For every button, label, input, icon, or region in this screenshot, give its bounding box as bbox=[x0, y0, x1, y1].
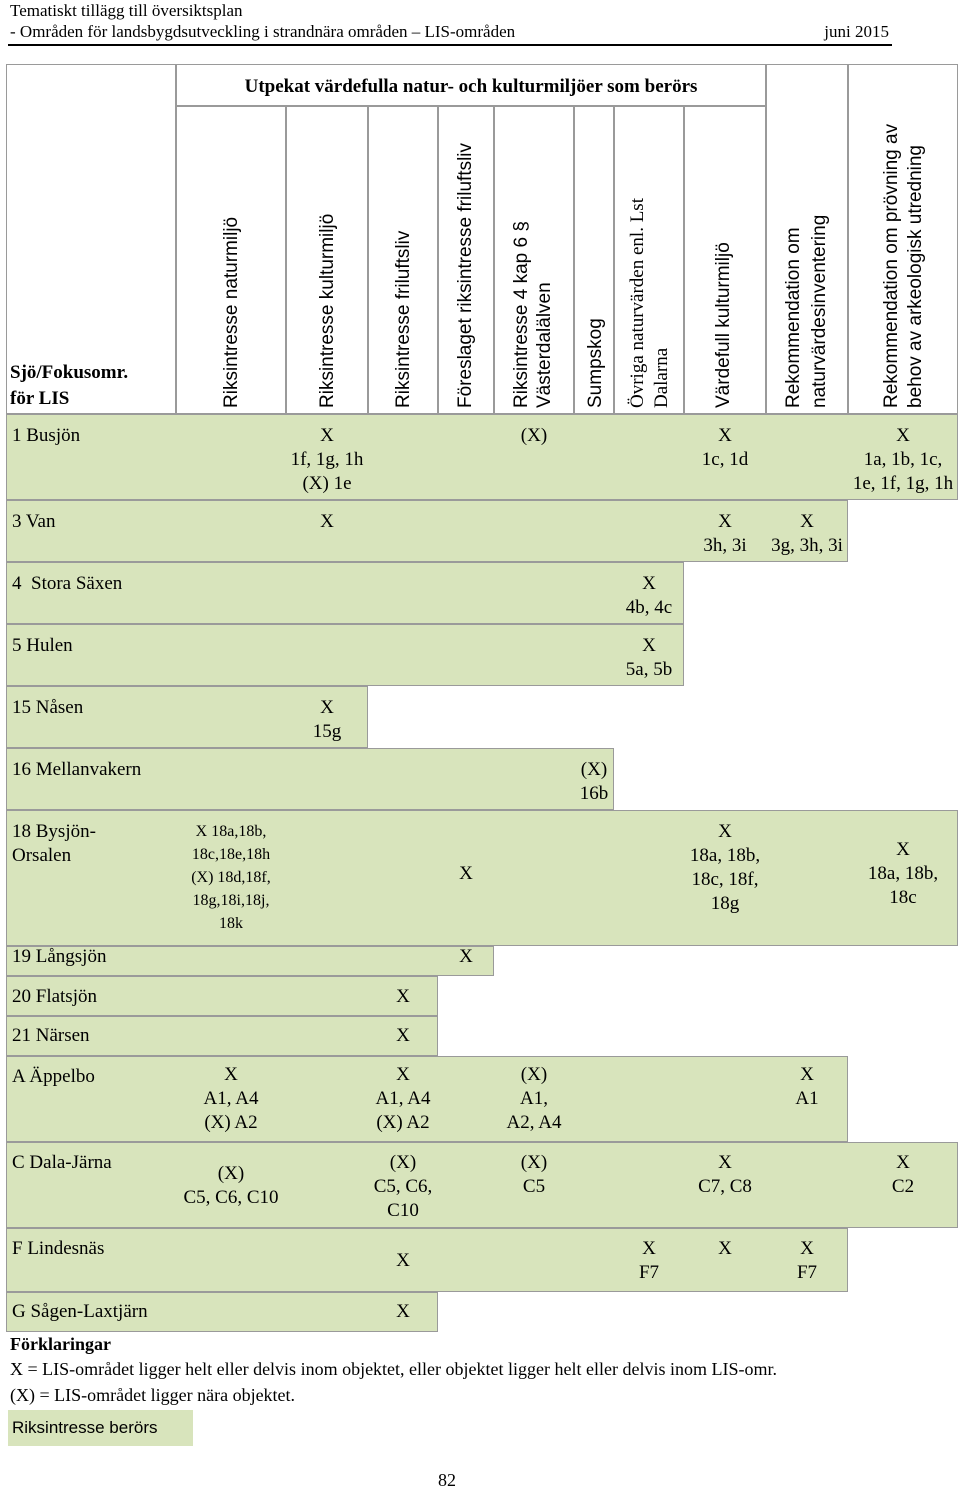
cell-value bbox=[614, 1237, 684, 1285]
row-name: 1 Busjön bbox=[12, 425, 81, 446]
cell-value bbox=[368, 985, 438, 1009]
column-header-text: Rekommendation om bbox=[783, 227, 804, 408]
cell-line: 18c,18e,18h bbox=[191, 846, 271, 863]
cell-value bbox=[684, 1237, 766, 1261]
corner-label-line1: Sjö/Fokusomr. bbox=[10, 362, 129, 383]
cell-line: C5 bbox=[522, 1176, 546, 1197]
header-cell-7 bbox=[614, 106, 684, 414]
cell-line: 15g bbox=[312, 721, 342, 742]
cell-line: 1f, 1g, 1h bbox=[290, 449, 364, 470]
row-name-line: 18 Bysjön- bbox=[12, 821, 96, 842]
cell-value bbox=[848, 1151, 958, 1199]
cell-value bbox=[438, 945, 494, 969]
cell-line: X bbox=[718, 511, 732, 532]
cell-value bbox=[766, 510, 848, 558]
column-header-text: Västerdalälven bbox=[534, 282, 555, 408]
row-name: C Dala-Järna bbox=[12, 1152, 112, 1173]
cell-line: (X) 1e bbox=[302, 473, 352, 494]
column-header-text: behov av arkeologisk utredning bbox=[905, 144, 926, 408]
cell-line: F7 bbox=[796, 1262, 818, 1283]
cell-line: X bbox=[800, 1238, 814, 1259]
cell-line: 18a, 18b, bbox=[867, 863, 939, 884]
cell-value bbox=[614, 572, 684, 620]
cell-value bbox=[684, 424, 766, 472]
cell-line: X bbox=[718, 821, 732, 842]
cell-line: 16b bbox=[579, 783, 609, 804]
table-title: Utpekat värdefulla natur- och kulturmiljöer som berörs bbox=[244, 76, 698, 97]
cell-value bbox=[684, 510, 766, 558]
cell-line: X bbox=[396, 1025, 410, 1046]
cell-line: X bbox=[718, 425, 732, 446]
row-name: 4 Stora Säxen bbox=[12, 573, 123, 594]
cell-line: A1, bbox=[520, 1088, 548, 1109]
cell-value bbox=[358, 1151, 448, 1223]
header-cell-10 bbox=[848, 64, 958, 414]
cell-value bbox=[368, 1024, 438, 1048]
cell-value bbox=[684, 1151, 766, 1199]
row-name bbox=[12, 820, 96, 868]
cell-line: (X) bbox=[580, 759, 608, 780]
cell-value bbox=[286, 510, 368, 534]
cell-line: C10 bbox=[387, 1200, 419, 1221]
cell-line: X bbox=[718, 1152, 732, 1173]
corner-label bbox=[10, 360, 128, 412]
cell-line: C5, C6, bbox=[373, 1176, 433, 1197]
row-name: G Sågen-Laxtjärn bbox=[12, 1301, 148, 1322]
cell-line: (X) bbox=[520, 1152, 548, 1173]
row-name: 16 Mellanvakern bbox=[12, 759, 142, 780]
cell-line: X bbox=[459, 863, 473, 884]
cell-line: 4b, 4c bbox=[625, 597, 673, 618]
cell-line: X bbox=[800, 511, 814, 532]
cell-line: 3g, 3h, 3i bbox=[771, 535, 843, 556]
cell-line: X bbox=[896, 1152, 910, 1173]
cell-line: X bbox=[320, 697, 334, 718]
page-number: 82 bbox=[438, 1470, 456, 1490]
cell-value bbox=[176, 1063, 286, 1135]
row-name: 3 Van bbox=[12, 511, 56, 532]
cell-value bbox=[848, 838, 958, 910]
legend-x-definition: X = LIS-området ligger helt eller delvis inom objektet, eller objektet ligger helt eller delvis inom LIS-omr. bbox=[10, 1359, 777, 1379]
legend-color-box: Riksintresse berörs bbox=[8, 1410, 193, 1446]
row-name: 20 Flatsjön bbox=[12, 986, 97, 1007]
cell-line: 18c bbox=[889, 887, 917, 908]
cell-line: A1 bbox=[795, 1088, 819, 1109]
cell-value bbox=[494, 1151, 574, 1199]
cell-line: (X) A2 bbox=[204, 1112, 258, 1133]
column-header-text: naturvärdesinventering bbox=[809, 214, 830, 408]
row-name: 5 Hulen bbox=[12, 635, 73, 656]
cell-line: F7 bbox=[638, 1262, 660, 1283]
row-name: 19 Långsjön bbox=[12, 946, 107, 967]
header-rule bbox=[8, 44, 892, 46]
table-row bbox=[6, 624, 684, 686]
column-header-text: Riksintresse naturmiljö bbox=[221, 216, 242, 408]
cell-line: 3h, 3i bbox=[703, 535, 747, 556]
header-cell-9 bbox=[766, 64, 848, 414]
cell-line: C5, C6, C10 bbox=[183, 1187, 279, 1208]
cell-value bbox=[570, 758, 618, 806]
cell-line: 1c, 1d bbox=[701, 449, 749, 470]
cell-line: (X) 18d,18f, bbox=[191, 869, 271, 886]
cell-value bbox=[438, 862, 494, 886]
header-title: Tematiskt tillägg till översiktsplan bbox=[10, 1, 243, 20]
cell-line: 18g bbox=[710, 893, 740, 914]
column-header-text: Riksintresse kulturmiljö bbox=[317, 213, 338, 408]
cell-line: X bbox=[642, 573, 656, 594]
column-header-text: Riksintresse 4 kap 6 § bbox=[511, 221, 532, 408]
column-header-text: Rekommendation om prövning av bbox=[881, 123, 902, 408]
cell-line: 1a, 1b, 1c, bbox=[863, 449, 943, 470]
cell-line: X 18a,18b, bbox=[195, 823, 267, 840]
cell-line: 1e, 1f, 1g, 1h bbox=[852, 473, 954, 494]
cell-line: X bbox=[396, 1301, 410, 1322]
cell-line: X bbox=[224, 1064, 238, 1085]
cell-line: X bbox=[642, 1238, 656, 1259]
cell-value bbox=[171, 1162, 291, 1210]
cell-line: C7, C8 bbox=[698, 1176, 752, 1197]
cell-value bbox=[684, 820, 766, 916]
cell-line: X bbox=[800, 1064, 814, 1085]
cell-value bbox=[766, 1237, 848, 1285]
cell-value bbox=[494, 1063, 574, 1135]
cell-value bbox=[176, 820, 286, 935]
cell-line: X bbox=[320, 511, 334, 532]
corner-label-line2: för LIS bbox=[10, 388, 70, 409]
cell-line: A1, A4 bbox=[375, 1088, 431, 1109]
cell-value bbox=[614, 634, 684, 682]
cell-line: 18a, 18b, bbox=[689, 845, 761, 866]
cell-value bbox=[286, 696, 368, 744]
column-header-text: Föreslaget riksintresse friluftsliv bbox=[455, 142, 476, 408]
cell-line: 18k bbox=[219, 915, 243, 932]
table-row bbox=[6, 1142, 958, 1228]
table-row bbox=[6, 414, 958, 500]
cell-line: A2, A4 bbox=[506, 1112, 562, 1133]
cell-value bbox=[368, 1300, 438, 1324]
cell-line: C2 bbox=[891, 1176, 915, 1197]
row-name: 15 Nåsen bbox=[12, 697, 84, 718]
cell-line: X bbox=[396, 986, 410, 1007]
cell-line: X bbox=[718, 1238, 732, 1259]
column-header-text: Dalarna bbox=[651, 347, 672, 408]
cell-line: X bbox=[396, 1064, 410, 1085]
cell-line: (X) bbox=[520, 1064, 548, 1085]
row-name: F Lindesnäs bbox=[12, 1238, 105, 1259]
column-header-text: Sumpskog bbox=[585, 318, 606, 408]
cell-line: (X) A2 bbox=[376, 1112, 430, 1133]
row-name-line: Orsalen bbox=[12, 845, 72, 866]
header-date: juni 2015 bbox=[824, 22, 889, 41]
legend-title: Förklaringar bbox=[10, 1334, 111, 1354]
cell-value bbox=[286, 424, 368, 496]
row-name: A Äppelbo bbox=[12, 1066, 95, 1087]
cell-line: 18g,18i,18j, bbox=[192, 892, 270, 909]
legend-xp-definition: (X) = LIS-området ligger nära objektet. bbox=[10, 1385, 296, 1405]
cell-line: (X) bbox=[389, 1152, 417, 1173]
cell-line: X bbox=[320, 425, 334, 446]
cell-value bbox=[766, 1063, 848, 1111]
column-header-text: Övriga naturvärden enl. Lst bbox=[627, 198, 648, 408]
row-name: 21 Närsen bbox=[12, 1025, 90, 1046]
cell-line: X bbox=[396, 1250, 410, 1271]
cell-line: X bbox=[896, 839, 910, 860]
cell-value bbox=[358, 1063, 448, 1135]
cell-line: (X) bbox=[520, 425, 548, 446]
cell-value bbox=[368, 1249, 438, 1273]
cell-line: 5a, 5b bbox=[625, 659, 673, 680]
column-header-text: Värdefull kulturmiljö bbox=[713, 242, 734, 408]
column-header-text: Riksintresse friluftsliv bbox=[393, 230, 414, 408]
cell-value bbox=[494, 424, 574, 448]
cell-line: 18c, 18f, bbox=[691, 869, 759, 890]
cell-line: X bbox=[642, 635, 656, 656]
cell-line: (X) bbox=[217, 1163, 245, 1184]
cell-line: A1, A4 bbox=[203, 1088, 259, 1109]
cell-value bbox=[848, 424, 958, 496]
header-subtitle: - Områden för landsbygdsutveckling i strandnära områden – LIS-områden bbox=[10, 22, 516, 41]
cell-line: X bbox=[459, 946, 473, 967]
cell-line: X bbox=[896, 425, 910, 446]
